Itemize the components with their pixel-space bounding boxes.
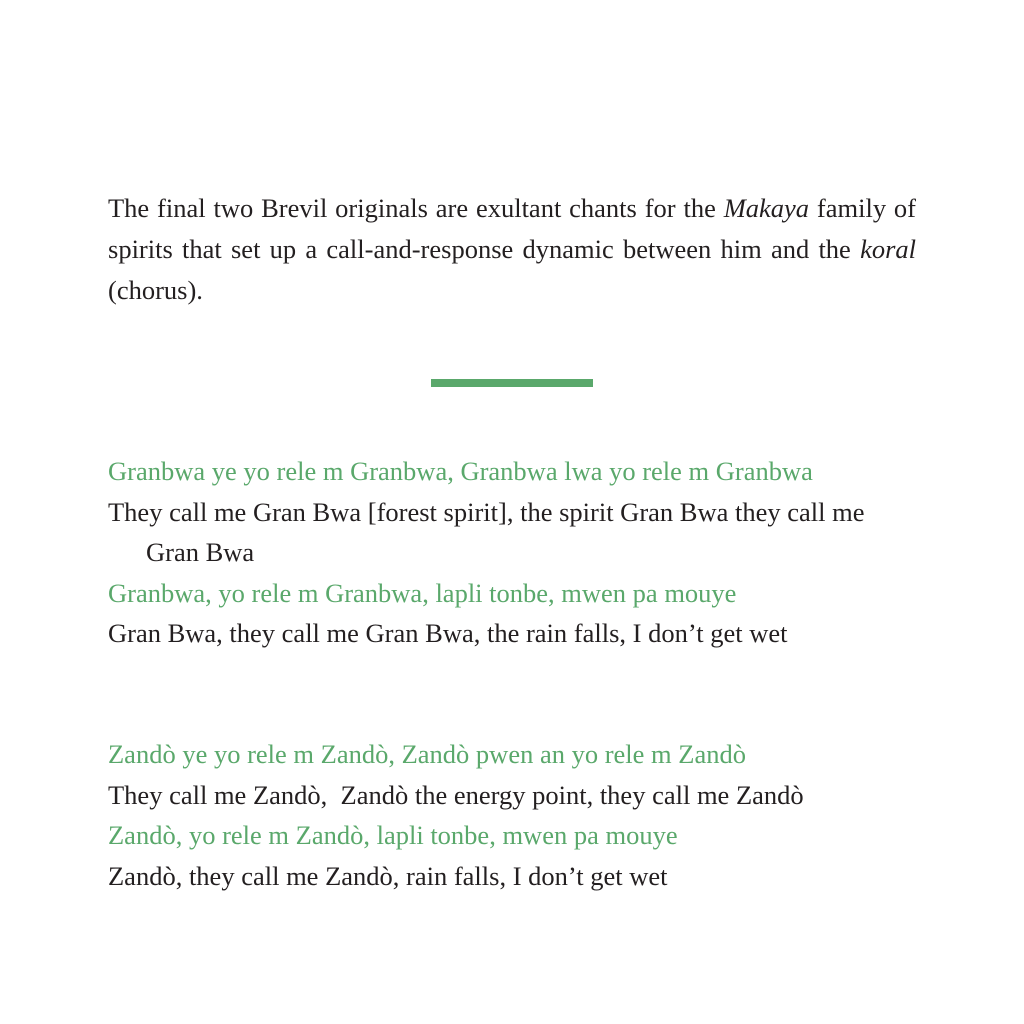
english-line: Zandò, they call me Zandò, rain falls, I don’t get wet (108, 860, 668, 891)
english-line: They call me Gran Bwa [forest spirit], the spirit Gran Bwa they call me Gran Bwa (108, 496, 865, 567)
intro-text-1: The final two Brevil originals are exultant chants for the (108, 193, 724, 223)
intro-italic-makaya: Makaya (723, 193, 810, 223)
kreyol-line: Granbwa ye yo rele m Granbwa, Granbwa lwa yo rele m Granbwa (108, 456, 813, 486)
kreyol-line: Granbwa, yo rele m Granbwa, lapli tonbe, mwen pa mouye (108, 577, 737, 608)
english-line: Gran Bwa, they call me Gran Bwa, the rain falls, I don’t get wet (108, 618, 788, 648)
section-divider (431, 379, 593, 387)
intro-italic-koral: koral (860, 234, 916, 264)
stanza-granbwa (108, 451, 916, 654)
intro-text-2: family of spirits that set up a call-and-response dynamic between him and the (108, 193, 916, 264)
english-line: They call me Zandò, Zandò the energy point, they call me Zandò (108, 779, 804, 810)
intro-text-3: (chorus). (108, 275, 203, 305)
intro-paragraph (108, 188, 916, 311)
kreyol-line: Zandò ye yo rele m Zandò, Zandò pwen an yo rele m Zandò (108, 739, 746, 769)
kreyol-line: Zandò, yo rele m Zandò, lapli tonbe, mwen pa mouye (108, 820, 678, 850)
stanza-zando (108, 734, 916, 896)
